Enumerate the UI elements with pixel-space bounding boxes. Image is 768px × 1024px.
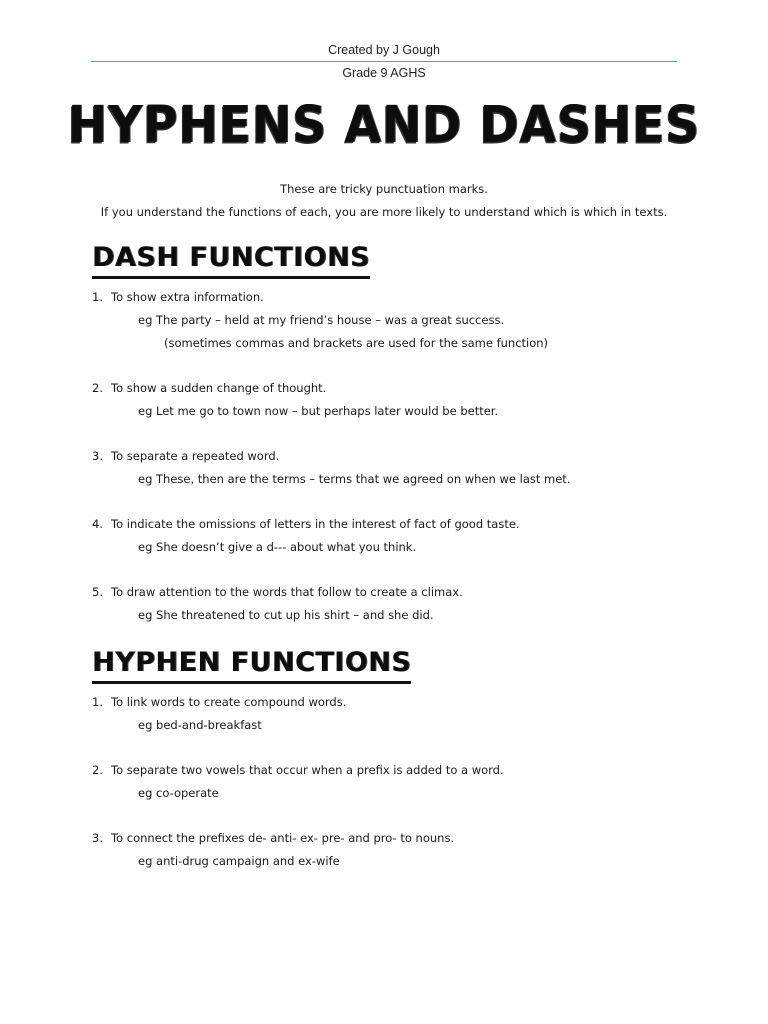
list-item xyxy=(92,286,712,355)
item-text: To show extra information. xyxy=(111,290,264,304)
list-item xyxy=(92,581,712,627)
item-text: To indicate the omissions of letters in the interest of fact of good taste. xyxy=(111,517,520,531)
hyphen-functions-list xyxy=(92,691,712,895)
header-rule xyxy=(91,61,677,62)
author-line: Created by J Gough xyxy=(328,43,440,57)
item-example: eg anti-drug campaign and ex-wife xyxy=(138,854,340,868)
item-text: To separate two vowels that occur when a prefix is added to a word. xyxy=(111,763,504,777)
page-title: HYPHENS AND DASHES xyxy=(67,95,701,156)
item-number: 3. xyxy=(92,831,103,845)
item-example: eg She threatened to cut up his shirt – and she did. xyxy=(138,608,434,622)
item-number: 1. xyxy=(92,695,103,709)
document-header xyxy=(0,42,768,82)
hyphen-functions-heading: HYPHEN FUNCTIONS xyxy=(92,646,411,684)
item-example: eg These, then are the terms – terms that we agreed on when we last met. xyxy=(138,472,571,486)
item-example: eg She doesn’t give a d--- about what you think. xyxy=(138,540,417,554)
item-number: 3. xyxy=(92,449,103,463)
intro-line-1: These are tricky punctuation marks. xyxy=(280,182,488,196)
list-item xyxy=(92,827,712,873)
intro-line-2: If you understand the functions of each, you are more likely to understand which is which in texts. xyxy=(100,205,668,219)
dash-functions-heading: DASH FUNCTIONS xyxy=(92,241,370,279)
item-text: To separate a repeated word. xyxy=(111,449,280,463)
item-number: 2. xyxy=(92,763,103,777)
item-number: 5. xyxy=(92,585,103,599)
item-example: eg co-operate xyxy=(138,786,219,800)
item-text: To show a sudden change of thought. xyxy=(111,381,327,395)
intro-text xyxy=(0,178,768,224)
item-note: (sometimes commas and brackets are used for the same function) xyxy=(164,336,549,350)
item-text: To connect the prefixes de- anti- ex- pre- and pro- to nouns. xyxy=(111,831,455,845)
item-number: 4. xyxy=(92,517,103,531)
list-item xyxy=(92,691,712,737)
item-number: 1. xyxy=(92,290,103,304)
item-example: eg Let me go to town now – but perhaps later would be better. xyxy=(138,404,499,418)
list-item xyxy=(92,445,712,491)
list-item xyxy=(92,513,712,559)
item-example: eg bed-and-breakfast xyxy=(138,718,262,732)
item-number: 2. xyxy=(92,381,103,395)
dash-functions-list xyxy=(92,286,712,649)
item-text: To link words to create compound words. xyxy=(111,695,347,709)
item-text: To draw attention to the words that follow to create a climax. xyxy=(111,585,463,599)
list-item xyxy=(92,759,712,805)
item-example: eg The party – held at my friend’s house – was a great success. xyxy=(138,313,505,327)
list-item xyxy=(92,377,712,423)
grade-line: Grade 9 AGHS xyxy=(342,66,426,80)
